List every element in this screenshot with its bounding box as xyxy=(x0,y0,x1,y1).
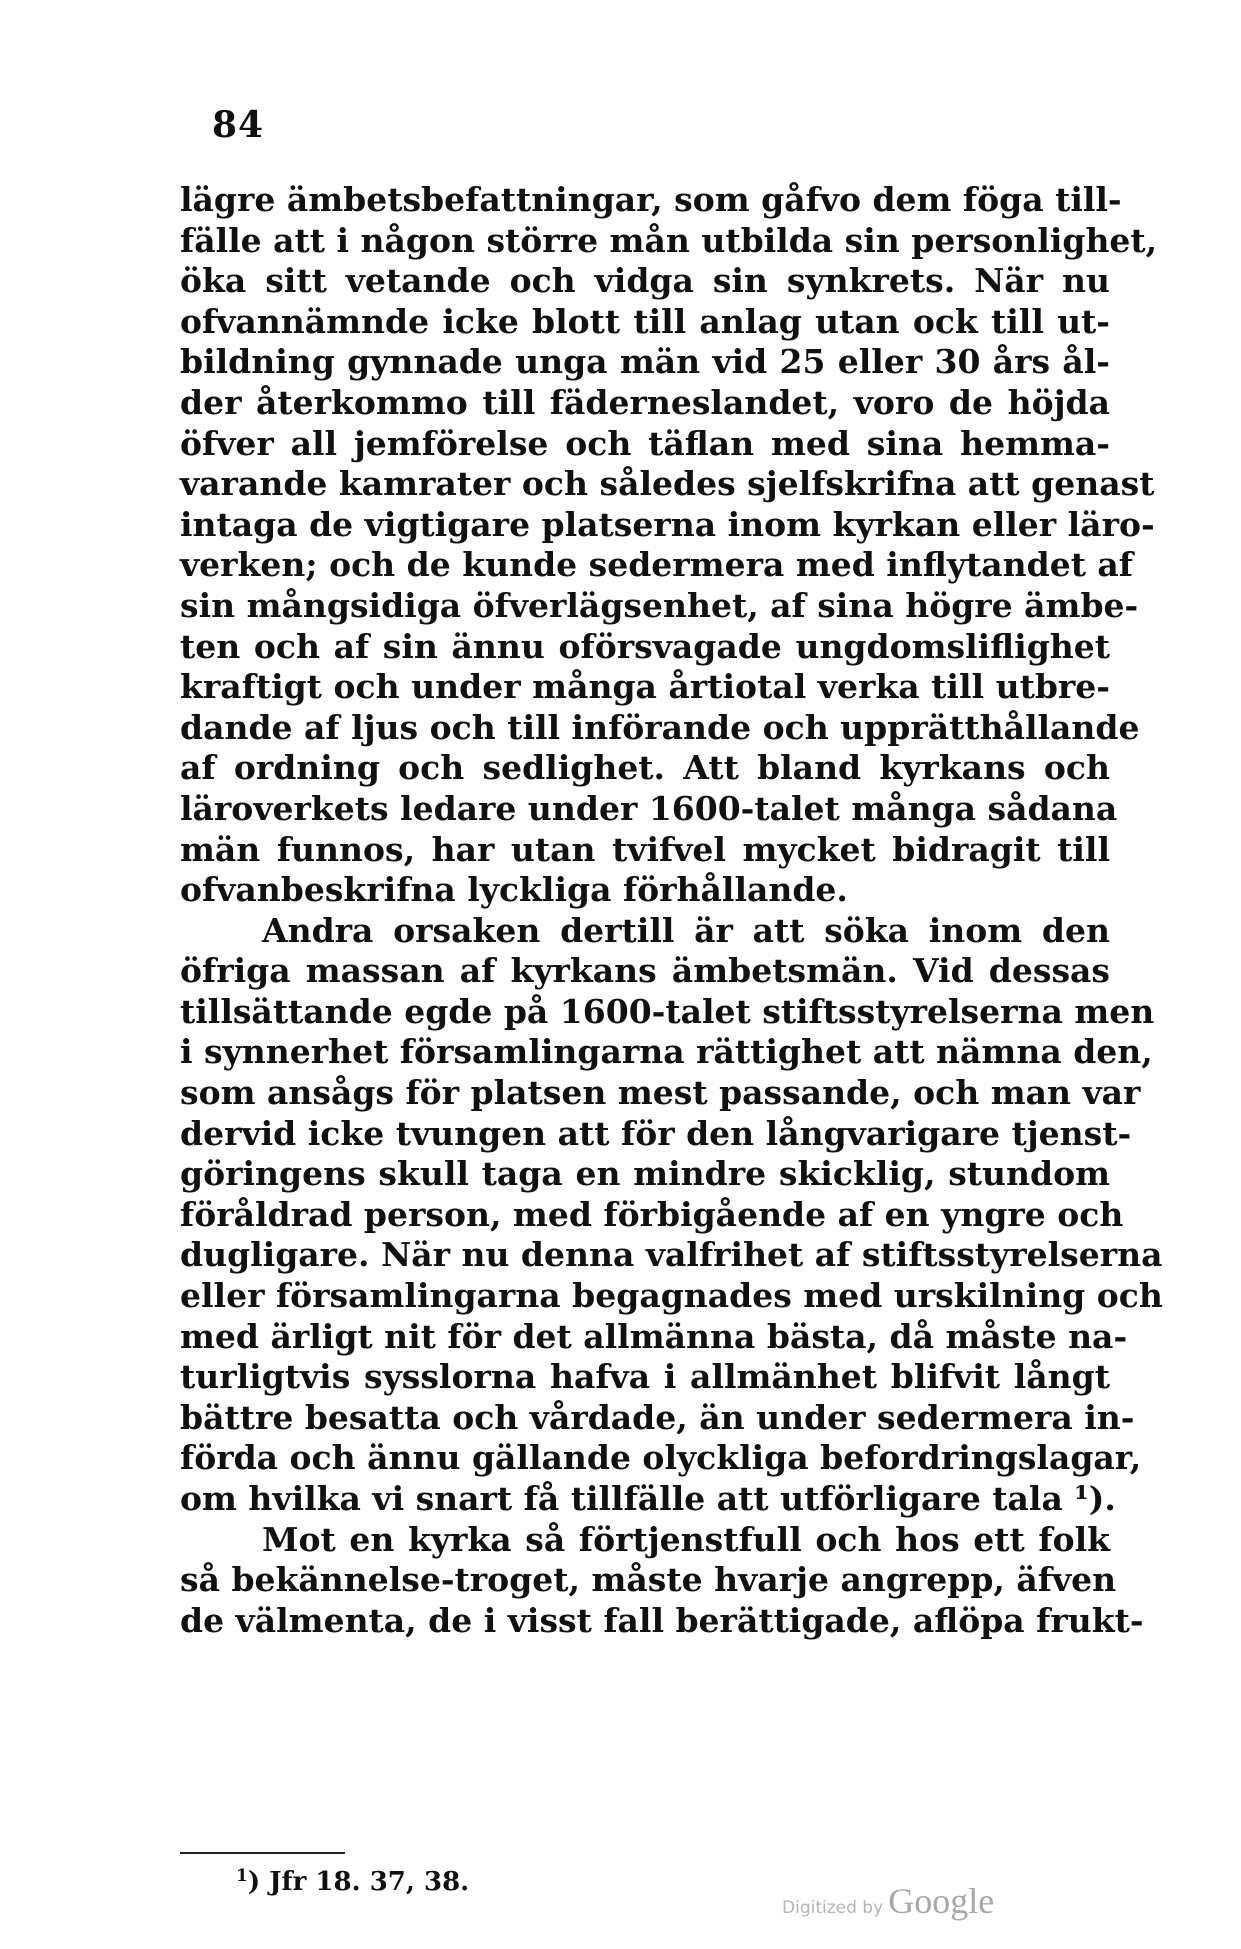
text-line: med ärligt nit för det allmänna bästa, då måste na- xyxy=(180,1316,1128,1356)
text-line: sin mångsidiga öfverlägsenhet, af sina högre ämbe- xyxy=(180,585,1139,625)
text-line: de välmenta, de i visst fall berättigade, aflöpa frukt- xyxy=(180,1600,1144,1640)
paragraph-start-line: Mot en kyrka så förtjenstfull och hos ett folk xyxy=(262,1519,1110,1559)
text-line: eller församlingarna begagnades med urskilning och xyxy=(180,1276,1163,1316)
text-line: ten och af sin ännu oförsvagade ungdomsliflighet xyxy=(180,626,1110,666)
text-line: läroverkets ledare under 1600-talet många sådana xyxy=(180,788,1118,828)
watermark-prefix: Digitized by xyxy=(782,1898,884,1918)
text-line: ofvanbeskrifna lyckliga förhållande. xyxy=(180,870,848,910)
text-line: män funnos, har utan tvifvel mycket bidragit till xyxy=(180,829,1110,869)
text-line: förda och ännu gällande olyckliga befordringslagar, xyxy=(180,1438,1142,1478)
text-line: kraftigt och under många årtiotal verka till utbre- xyxy=(180,667,1110,707)
page-number: 84 xyxy=(212,104,265,146)
text-line: öka sitt vetande och vidga sin synkrets. När nu xyxy=(180,261,1110,301)
footnote-marker: 1 xyxy=(236,1866,248,1886)
text-line: i synnerhet församlingarna rättighet att nämna den, xyxy=(180,1032,1153,1072)
text-line: öfriga massan af kyrkans ämbetsmän. Vid dessas xyxy=(180,951,1110,991)
text-line: fälle att i någon större mån utbilda sin personlighet, xyxy=(180,220,1158,260)
text-line: tillsättande egde på 1600-talet stiftsstyrelserna men xyxy=(180,991,1155,1031)
text-line: dugligare. När nu denna valfrihet af stiftsstyrelserna xyxy=(180,1235,1163,1275)
paragraph-start-line: Andra orsaken dertill är att söka inom den xyxy=(262,910,1110,950)
footnote-divider xyxy=(180,1852,345,1854)
footnote-text: ) Jfr 18. 37, 38. xyxy=(247,1867,470,1897)
footnote xyxy=(236,1866,469,1897)
text-line: göringens skull taga en mindre skicklig, stundom xyxy=(180,1154,1110,1194)
text-line: så bekännelse-troget, måste hvarje angrepp, äfven xyxy=(180,1560,1117,1600)
text-line: lägre ämbetsbefattningar, som gåfvo dem föga till- xyxy=(180,180,1122,219)
digitized-watermark xyxy=(782,1880,994,1922)
text-line: der återkommo till fäderneslandet, voro de höjda xyxy=(180,382,1110,422)
text-line: dervid icke tvungen att för den långvarigare tjenst- xyxy=(180,1113,1132,1153)
text-line: af ordning och sedlighet. Att bland kyrkans och xyxy=(180,748,1110,788)
text-line: intaga de vigtigare platserna inom kyrkan eller läro- xyxy=(180,504,1155,544)
body-text xyxy=(180,180,1163,1641)
text-line: varande kamrater och således sjelfskrifna att genast xyxy=(180,464,1155,504)
text-line: om hvilka vi snart få tillfälle att utförligare tala ¹). xyxy=(180,1479,1116,1518)
text-line: bildning gynnade unga män vid 25 eller 30 års ål- xyxy=(180,342,1110,382)
text-line: verken; och de kunde sedermera med inflytandet af xyxy=(180,545,1134,585)
text-line: turligtvis sysslorna hafva i allmänhet blifvit långt xyxy=(180,1357,1110,1397)
text-line: föråldrad person, med förbigående af en yngre och xyxy=(180,1194,1124,1234)
text-line: som ansågs för platsen mest passande, och man var xyxy=(180,1073,1141,1113)
watermark-brand: Google xyxy=(888,1881,995,1921)
text-line: dande af ljus och till införande och upprätthållande xyxy=(180,707,1140,747)
text-line: bättre besatta och vårdade, än under sedermera in- xyxy=(180,1397,1135,1437)
text-line: ofvannämnde icke blott till anlag utan ock till ut- xyxy=(180,301,1110,341)
text-line: öfver all jemförelse och täflan med sina hemma- xyxy=(180,423,1110,463)
